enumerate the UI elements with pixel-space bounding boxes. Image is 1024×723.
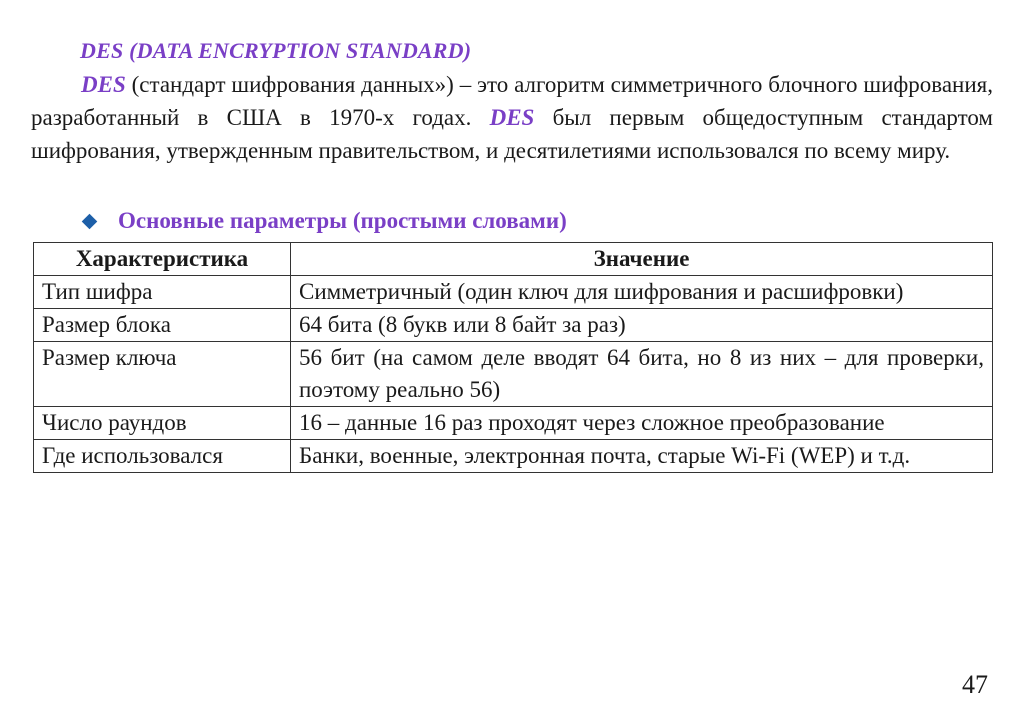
table-row — [34, 342, 993, 407]
row-label: Тип шифра — [34, 276, 291, 309]
intro-paragraph — [31, 68, 993, 167]
paragraph-text-2: был первым общедоступным стандартом шифрования, утвержденным правительством, и десятилетиями использовался по всему миру. — [31, 105, 993, 163]
page-number: 47 — [962, 670, 988, 699]
table-row — [34, 309, 993, 342]
row-label: Где использовался — [34, 440, 291, 473]
row-label: Размер ключа — [34, 342, 291, 407]
paragraph-text-1: (стандарт шифрования данных») – это алгоритм симметричного блочного шифрования, разработанный в США в 1970-х годах. — [31, 72, 993, 130]
parameters-table — [33, 242, 993, 473]
row-value: 56 бит (на самом деле вводят 64 бита, но 8 из них – для проверки, поэтому реально 56) — [291, 342, 993, 407]
bullet-heading-text: Основные параметры (простыми словами) — [118, 208, 567, 233]
table-header-row — [34, 243, 993, 276]
column-header-characteristic: Характеристика — [34, 243, 291, 276]
row-label: Число раундов — [34, 407, 291, 440]
row-label: Размер блока — [34, 309, 291, 342]
table-row — [34, 276, 993, 309]
bullet-heading — [80, 208, 567, 234]
diamond-bullet-icon — [82, 213, 98, 229]
row-value: Симметричный (один ключ для шифрования и расшифровки) — [291, 276, 993, 309]
column-header-value: Значение — [291, 243, 993, 276]
des-term: DES — [489, 105, 535, 130]
slide-title: DES (DATA ENCRYPTION STANDARD) — [80, 38, 472, 63]
des-term: DES — [81, 72, 126, 97]
row-value: Банки, военные, электронная почта, старые Wi-Fi (WEP) и т.д. — [291, 440, 993, 473]
row-value: 64 бита (8 букв или 8 байт за раз) — [291, 309, 993, 342]
table-row — [34, 407, 993, 440]
row-value: 16 – данные 16 раз проходят через сложное преобразование — [291, 407, 993, 440]
table-row — [34, 440, 993, 473]
